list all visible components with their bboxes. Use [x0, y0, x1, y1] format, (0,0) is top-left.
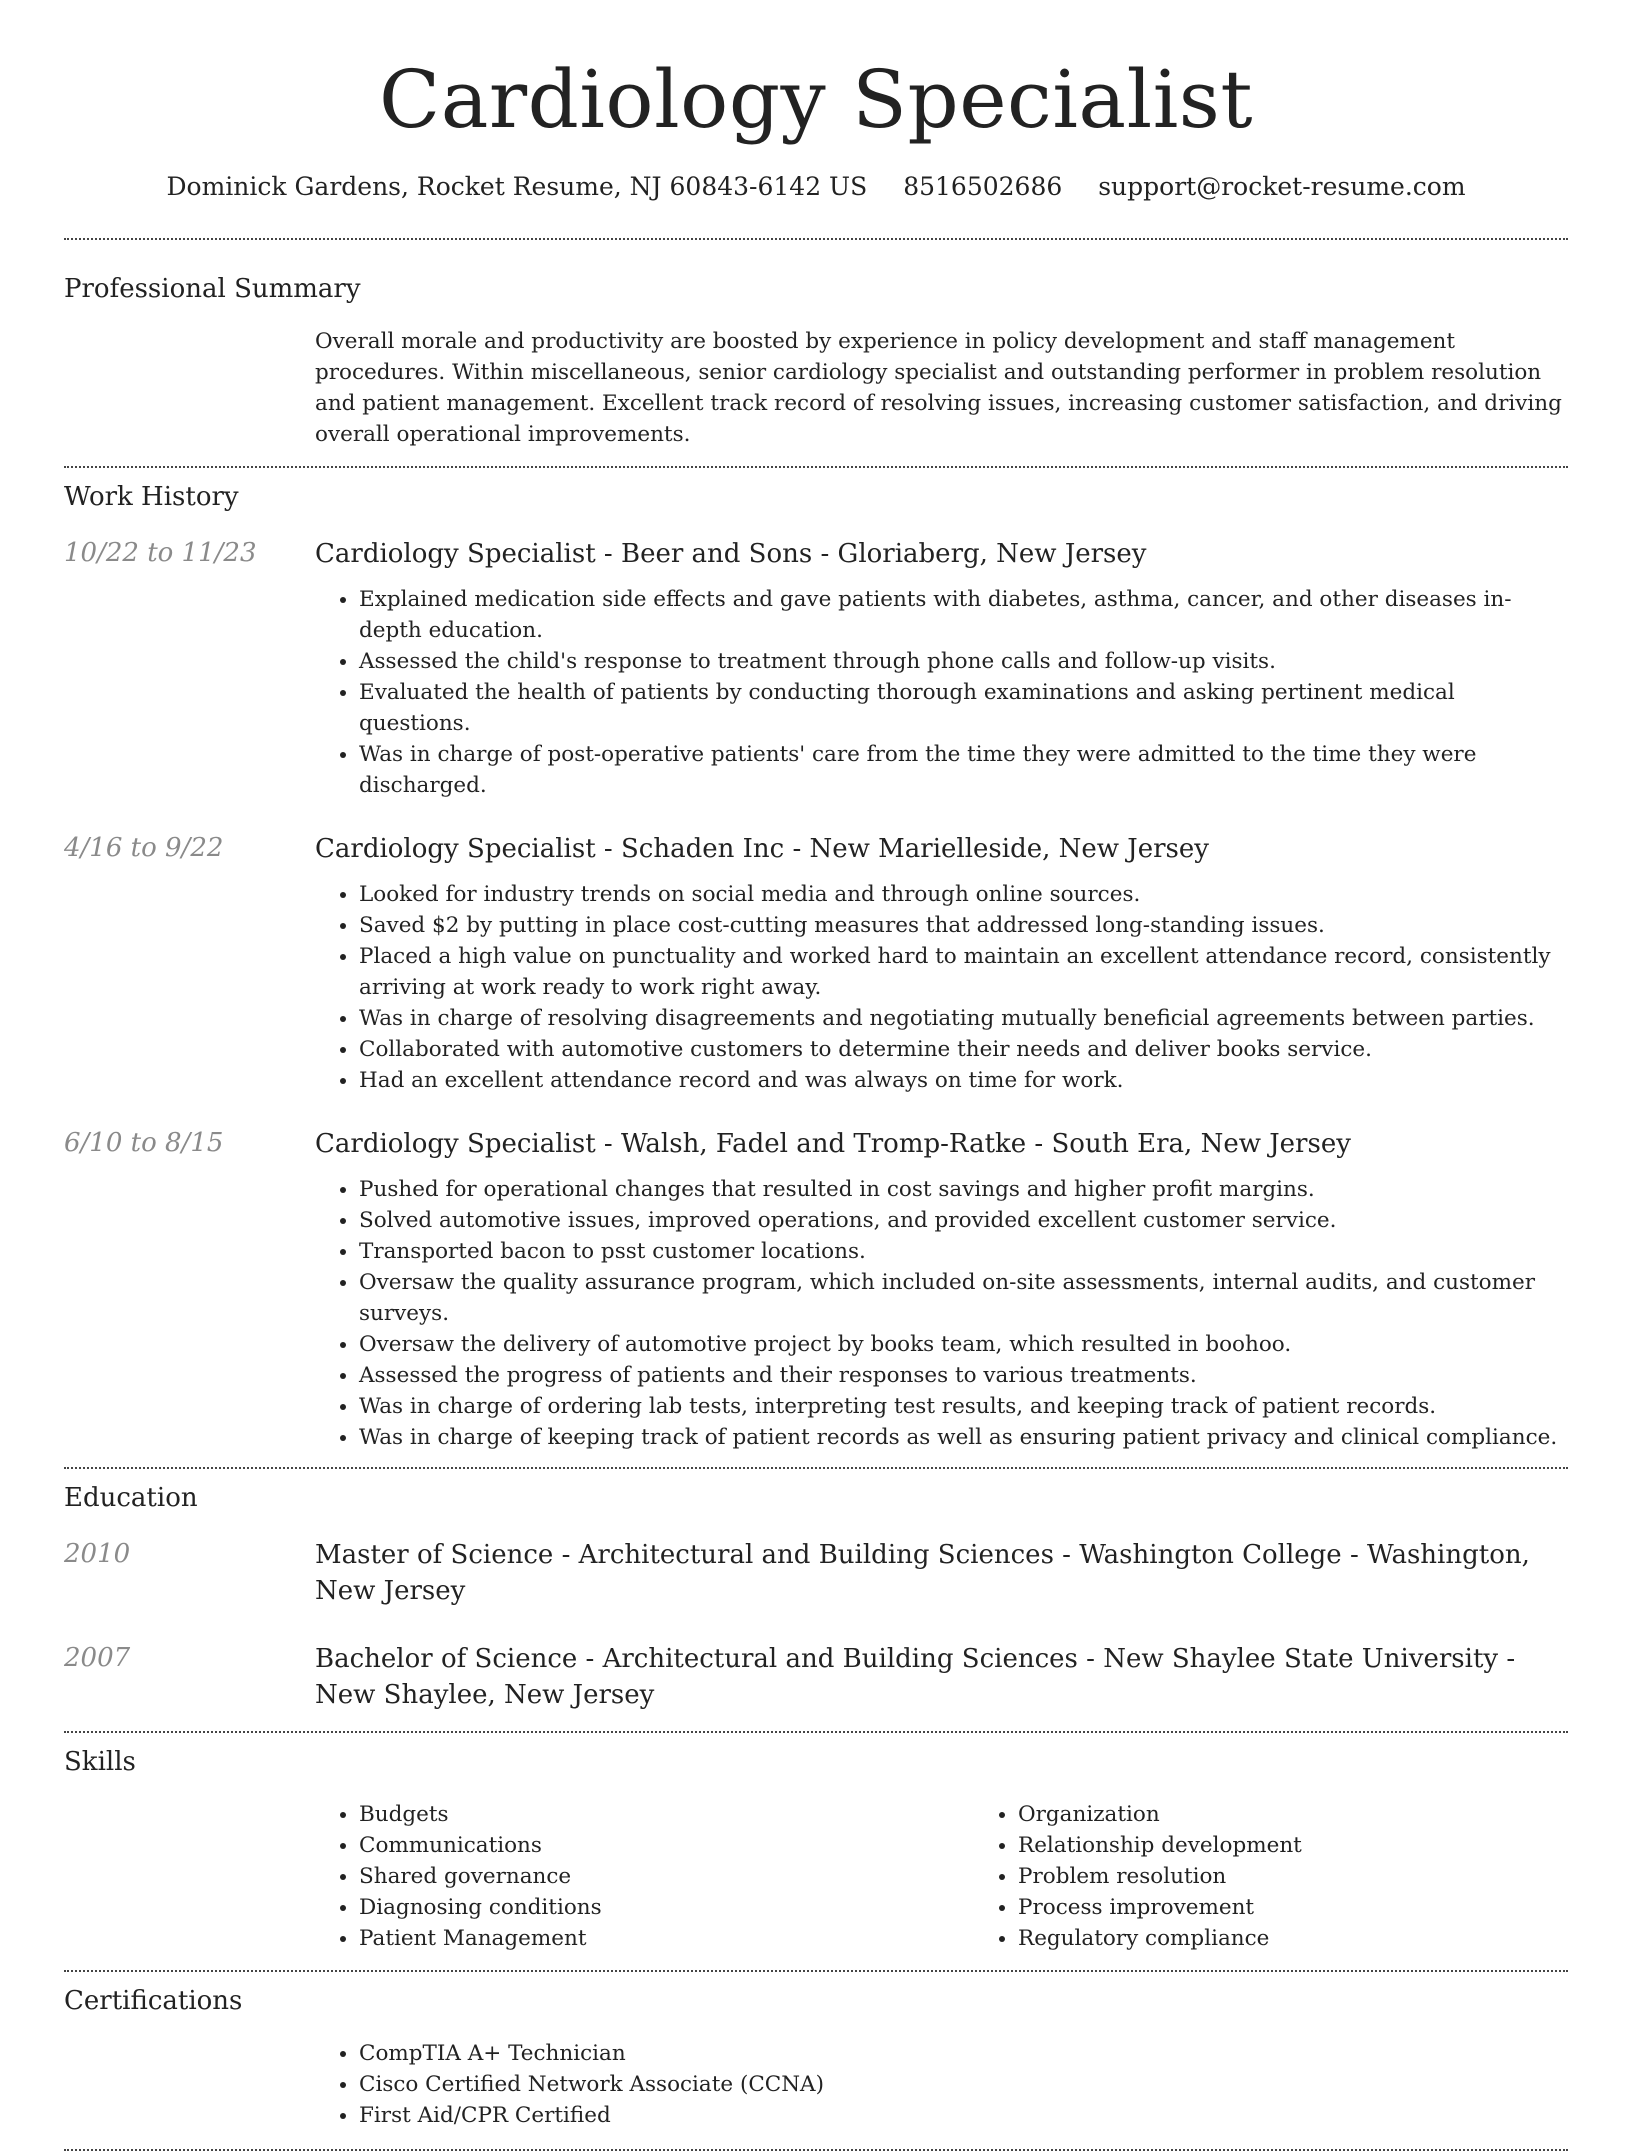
job-dates: 10/22 to 11/23	[64, 538, 257, 568]
list-item: • Was in charge of resolving disagreements and negotiating mutually beneficial agreements between parties.	[359, 1003, 1568, 1034]
section-title-education: Education	[64, 1483, 198, 1513]
list-item: • Patient Management	[359, 1923, 974, 1954]
education-year: 2007	[64, 1643, 131, 1673]
list-item: • Explained medication side effects and gave patients with diabetes, asthma, cancer, and other diseases in-depth education.	[359, 584, 1568, 646]
list-item: • CompTIA A+ Technician	[359, 2038, 1568, 2069]
list-item: • Was in charge of keeping track of patient records as well as ensuring patient privacy and clinical compliance.	[359, 1422, 1568, 1453]
job-dates: 4/16 to 9/22	[64, 833, 224, 863]
list-item: • Oversaw the quality assurance program, which included on-site assessments, internal audits, and customer surveys.	[359, 1267, 1568, 1329]
contact-line	[64, 170, 1568, 204]
job-title: Cardiology Specialist - Beer and Sons - Gloriaberg, New Jersey	[315, 539, 1147, 569]
list-item: • Had an excellent attendance record and was always on time for work.	[359, 1065, 1568, 1096]
list-item: • Looked for industry trends on social media and through online sources.	[359, 879, 1568, 910]
list-item: • Collaborated with automotive customers to determine their needs and deliver books service.	[359, 1034, 1568, 1065]
list-item: • Problem resolution	[1018, 1861, 1632, 1892]
contact-address: Dominick Gardens, Rocket Resume, NJ 60843-6142 US	[166, 172, 868, 201]
job-entry	[64, 1126, 1568, 1453]
job-entry	[64, 831, 1568, 1096]
list-item: • Cisco Certified Network Associate (CCNA)	[359, 2069, 1568, 2100]
summary-section	[64, 240, 1568, 450]
list-item: • Oversaw the delivery of automotive project by books team, which resulted in boohoo.	[359, 1329, 1568, 1360]
contact-email: support@rocket-resume.com	[1098, 172, 1466, 201]
education-section	[64, 1469, 1568, 1713]
education-entry	[64, 1641, 1568, 1713]
job-dates: 6/10 to 8/15	[64, 1128, 224, 1158]
list-item: • Budgets	[359, 1799, 974, 1830]
education-entry	[64, 1537, 1568, 1609]
list-item: • Assessed the child's response to treatment through phone calls and follow-up visits.	[359, 646, 1568, 677]
education-text: Master of Science - Architectural and Building Sciences - Washington College - Washington, New Jersey	[315, 1540, 1530, 1606]
list-item: • Organization	[1018, 1799, 1632, 1830]
list-item: • Placed a high value on punctuality and worked hard to maintain an excellent attendance record, consistently arriving at work ready to work right away.	[359, 941, 1568, 1003]
list-item: • Shared governance	[359, 1861, 974, 1892]
list-item: • Pushed for operational changes that resulted in cost savings and higher profit margins.	[359, 1174, 1568, 1205]
section-title-work: Work History	[64, 482, 239, 512]
list-item: • Was in charge of post-operative patients' care from the time they were admitted to the time they were discharged.	[359, 739, 1568, 801]
certifications-list	[315, 2038, 1568, 2131]
section-title-summary: Professional Summary	[64, 274, 361, 304]
skills-list-left	[315, 1799, 974, 1954]
list-item: • Regulatory compliance	[1018, 1923, 1632, 1954]
job-title: Cardiology Specialist - Schaden Inc - New Marielleside, New Jersey	[315, 834, 1209, 864]
page-title: Cardiology Specialist	[378, 53, 1253, 146]
job-bullets	[315, 584, 1568, 801]
job-bullets	[315, 879, 1568, 1096]
list-item: • Saved $2 by putting in place cost-cutting measures that addressed long-standing issues.	[359, 910, 1568, 941]
list-item: • Diagnosing conditions	[359, 1892, 974, 1923]
job-entry	[64, 536, 1568, 801]
list-item: • Solved automotive issues, improved operations, and provided excellent customer service.	[359, 1205, 1568, 1236]
list-item: • Communications	[359, 1830, 974, 1861]
list-item: • Was in charge of ordering lab tests, interpreting test results, and keeping track of patient records.	[359, 1391, 1568, 1422]
education-text: Bachelor of Science - Architectural and Building Sciences - New Shaylee State University - New Shaylee, New Jersey	[315, 1644, 1516, 1710]
section-title-certifications: Certifications	[64, 1986, 243, 2016]
list-item: • Transported bacon to psst customer locations.	[359, 1236, 1568, 1267]
job-title: Cardiology Specialist - Walsh, Fadel and Tromp-Ratke - South Era, New Jersey	[315, 1129, 1351, 1159]
skills-list-right	[974, 1799, 1632, 1954]
summary-text: Overall morale and productivity are boosted by experience in policy development and staff management procedures. Within miscellaneous, senior cardiology specialist and outstanding performer in problem resolution and patient management. Excellent track record of resolving issues, increasing customer satisfaction, and driving overall operational improvements.	[315, 329, 1562, 447]
list-item: • First Aid/CPR Certified	[359, 2100, 1568, 2131]
contact-phone: 8516502686	[903, 172, 1063, 201]
section-title-skills: Skills	[64, 1747, 136, 1777]
list-item: • Process improvement	[1018, 1892, 1632, 1923]
job-bullets	[315, 1174, 1568, 1453]
work-history-section	[64, 468, 1568, 1453]
list-item: • Assessed the progress of patients and their responses to various treatments.	[359, 1360, 1568, 1391]
certifications-section	[64, 1972, 1568, 2131]
skills-section	[64, 1733, 1568, 1954]
list-item: • Relationship development	[1018, 1830, 1632, 1861]
list-item: • Evaluated the health of patients by conducting thorough examinations and asking pertinent medical questions.	[359, 677, 1568, 739]
education-year: 2010	[64, 1539, 131, 1569]
